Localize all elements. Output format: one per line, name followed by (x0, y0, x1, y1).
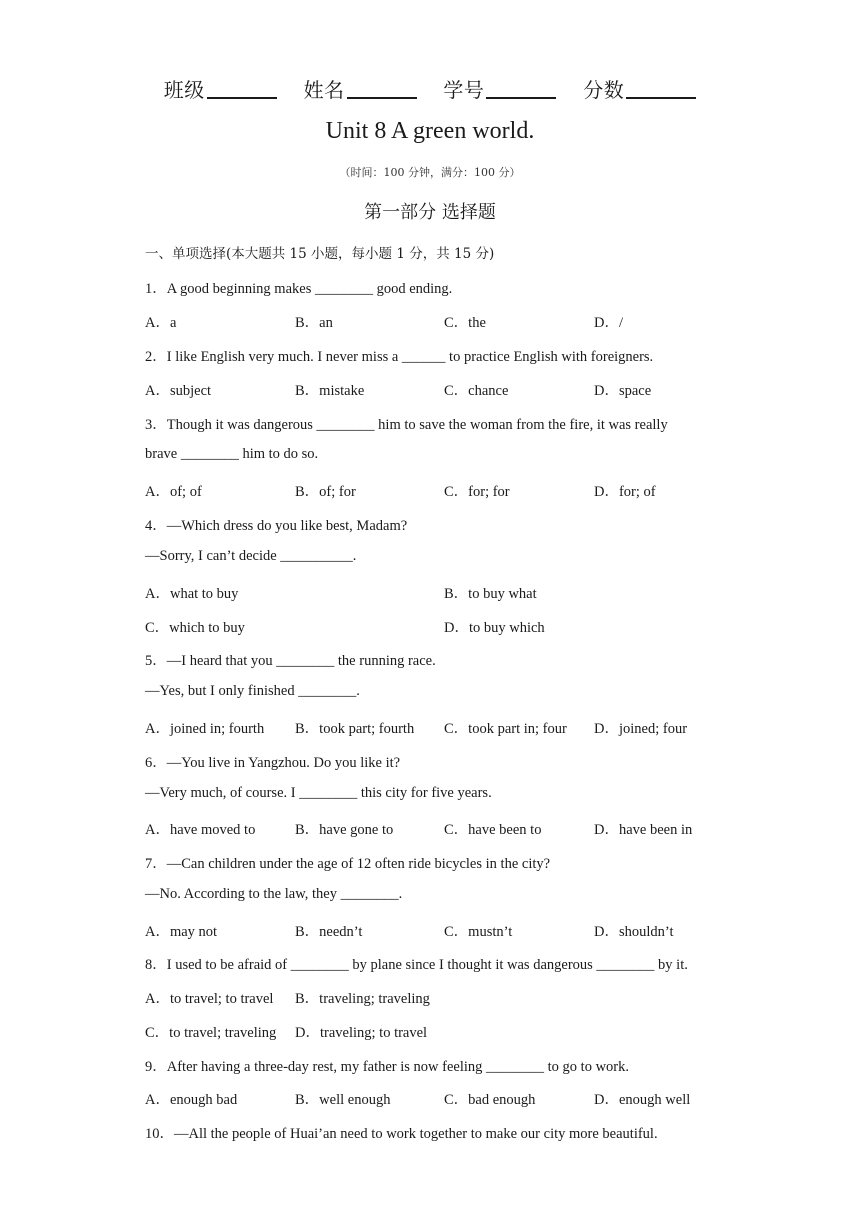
q1-option-d[interactable]: D．/ (594, 315, 623, 331)
question-1-text: 1．A good beginning makes ________ good ending. (145, 281, 453, 297)
part-title: 第一部分 选择题 (364, 202, 496, 223)
q9-option-b[interactable]: B．well enough (295, 1092, 391, 1108)
question-4-text-cont: —Sorry, I can’t decide __________. (145, 548, 357, 564)
question-4-text: 4．—Which dress do you like best, Madam? (145, 518, 408, 534)
question-2-text: 2．I like English very much. I never miss a ______ to practice English with foreigners. (145, 349, 654, 365)
name-blank[interactable] (347, 79, 417, 99)
question-7-text: 7．—Can children under the age of 12 often ride bicycles in the city? (145, 856, 551, 872)
q3-option-a[interactable]: A．of; of (145, 484, 202, 500)
q5-option-d[interactable]: D．joined; four (594, 721, 688, 737)
q8-option-b[interactable]: B．traveling; traveling (295, 991, 430, 1007)
q2-option-a[interactable]: A．subject (145, 383, 212, 399)
question-6-text: 6．—You live in Yangzhou. Do you like it? (145, 755, 401, 771)
question-9-text: 9．After having a three-day rest, my father is now feeling ________ to go to work. (145, 1059, 630, 1075)
q1-option-c[interactable]: C．the (444, 315, 486, 331)
question-6-text-cont: —Very much, of course. I ________ this city for five years. (145, 785, 492, 801)
q9-option-a[interactable]: A．enough bad (145, 1092, 238, 1108)
q2-option-c[interactable]: C．chance (444, 383, 509, 399)
question-7-text-cont: —No. According to the law, they ________. (145, 886, 403, 902)
q5-option-b[interactable]: B．took part; fourth (295, 721, 415, 737)
q4-option-b[interactable]: B．to buy what (444, 586, 537, 602)
question-3-text: 3．Though it was dangerous ________ him to save the woman from the fire, it was really (145, 417, 668, 433)
q6-option-d[interactable]: D．have been in (594, 822, 693, 838)
q7-option-c[interactable]: C．mustn’t (444, 924, 513, 940)
q2-option-b[interactable]: B．mistake (295, 383, 365, 399)
q2-option-d[interactable]: D．space (594, 383, 652, 399)
score-field: 分数 (583, 74, 696, 103)
student-id-blank[interactable] (486, 79, 556, 99)
q6-option-a[interactable]: A．have moved to (145, 822, 256, 838)
class-blank[interactable] (207, 79, 277, 99)
question-5-text-cont: —Yes, but I only finished ________. (145, 683, 360, 699)
q3-option-b[interactable]: B．of; for (295, 484, 356, 500)
q5-option-c[interactable]: C．took part in; four (444, 721, 567, 737)
question-5-text: 5．—I heard that you ________ the running race. (145, 653, 436, 669)
q4-option-c[interactable]: C．which to buy (145, 620, 245, 636)
q8-option-d[interactable]: D．traveling; to travel (295, 1025, 428, 1041)
q8-option-c[interactable]: C．to travel; traveling (145, 1025, 277, 1041)
question-10-text: 10．—All the people of Huai’an need to work together to make our city more beautiful. (145, 1126, 658, 1142)
q7-option-d[interactable]: D．shouldn’t (594, 924, 674, 940)
student-info-header (0, 74, 860, 103)
q1-option-b[interactable]: B．an (295, 315, 333, 331)
q3-option-c[interactable]: C．for; for (444, 484, 510, 500)
q1-option-a[interactable]: A．a (145, 315, 177, 331)
q9-option-c[interactable]: C．bad enough (444, 1092, 536, 1108)
score-blank[interactable] (626, 79, 696, 99)
q5-option-a[interactable]: A．joined in; fourth (145, 721, 265, 737)
q3-option-d[interactable]: D．for; of (594, 484, 656, 500)
q6-option-b[interactable]: B．have gone to (295, 822, 394, 838)
q7-option-a[interactable]: A．may not (145, 924, 218, 940)
exam-time-score-note: （时间：100 分钟，满分：100 分） (339, 166, 521, 179)
name-field: 姓名 (304, 74, 417, 103)
page-title: Unit 8 A green world. (325, 118, 535, 144)
question-3-text-cont: brave ________ him to do so. (145, 446, 319, 462)
q7-option-b[interactable]: B．needn’t (295, 924, 363, 940)
question-8-text: 8．I used to be afraid of ________ by plane since I thought it was dangerous ________ by it. (145, 957, 688, 973)
section-heading: 一、单项选择(本大题共 15 小题，每小题 1 分，共 15 分) (145, 246, 495, 262)
q4-option-a[interactable]: A．what to buy (145, 586, 239, 602)
q6-option-c[interactable]: C．have been to (444, 822, 542, 838)
student-id-field: 学号 (443, 74, 556, 103)
class-field: 班级 (164, 74, 277, 103)
q9-option-d[interactable]: D．enough well (594, 1092, 691, 1108)
q4-option-d[interactable]: D．to buy which (444, 620, 545, 636)
q8-option-a[interactable]: A．to travel; to travel (145, 991, 274, 1007)
